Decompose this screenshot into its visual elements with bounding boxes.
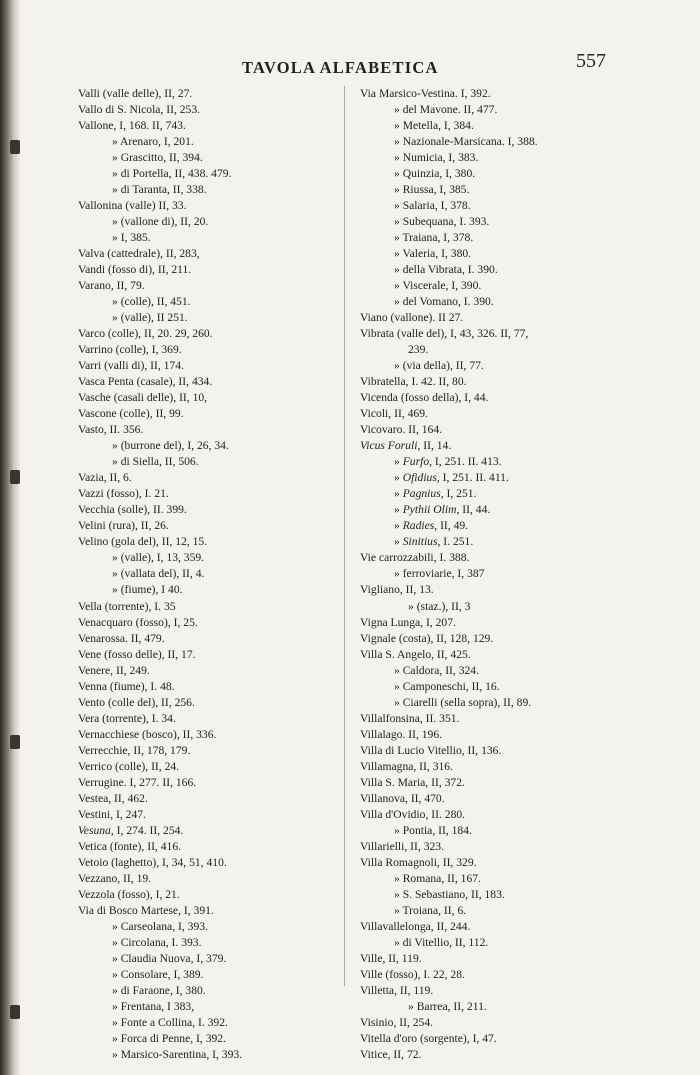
index-entry: Viano (vallone). II 27. [360,311,464,325]
index-entry: » (vallata del), II, 4. [112,567,205,581]
index-entry: Ville, II, 119. [360,951,422,965]
index-entry: Vicovaro. II, 164. [360,423,443,437]
index-entry: » (vallone di), II, 20. [112,215,209,229]
index-entry: » del Mavone. II, 477. [394,103,498,117]
index-entry: » (valle), II 251. [112,311,188,325]
index-entry: Venna (fiume), I. 48. [78,679,175,693]
index-entry: Vallonina (valle) II, 33. [78,199,187,213]
index-entry: Villavallelonga, II, 244. [360,919,471,933]
page-header [0,48,700,78]
index-entry: Villalfonsina, II. 351. [360,711,460,725]
index-entry: Vera (torrente), I. 34. [78,711,176,725]
index-entry: » Forca di Penne, I, 392. [112,1031,226,1045]
index-entry: Varco (colle), II, 20. 29, 260. [78,327,213,341]
index-entry: Vella (torrente), I. 35 [78,599,176,613]
index-entry: Varri (valli di), II, 174. [78,359,184,373]
index-entry: » ferroviarie, I, 387 [394,567,485,581]
index-entry: » Frentana, I 383, [112,999,195,1013]
index-entry: » Consolare, I, 389. [112,967,204,981]
index-entry: » S. Sebastiano, II, 183. [394,887,505,901]
index-entry: » Fonte a Collina, I. 392. [112,1015,228,1029]
index-entry: Ville (fosso), I. 22, 28. [360,967,465,981]
index-entry: » I, 385. [112,231,151,245]
index-entry: Vitella d'oro (sorgente), I, 47. [360,1031,497,1045]
index-entry: » di Portella, II, 438. 479. [112,167,232,181]
index-entry: Venarossa. II, 479. [78,631,165,645]
index-entry: » Grascitto, II, 394. [112,151,203,165]
index-entry: Valli (valle delle), II, 27. [78,87,193,100]
index-entry: » Carseolana, I, 393. [112,919,208,933]
index-entry: » Subequana, I. 393. [394,215,490,229]
index-entry: Via di Bosco Martese, I, 391. [78,903,214,917]
binding-stitch [10,470,20,484]
index-entry: Via Marsico-Vestina. I, 392. [360,87,491,100]
index-entry: Vazia, II, 6. [78,471,132,485]
index-entry: Vibrata (valle del), I, 43, 326. II, 77, [360,327,529,341]
index-entry: Vitice, II, 72. [360,1047,422,1061]
index-entry: » Quinzia, I, 380. [394,167,476,181]
index-entry: Villa d'Ovidio, II. 280. [360,807,466,821]
index-entry: Vestini, I, 247. [78,807,146,821]
index-entry: Vigna Lunga, I, 207. [360,615,456,629]
index-entry: Vasche (casali delle), II, 10, [78,391,208,405]
index-entry: » (via della), II, 77. [394,359,484,373]
index-entry: » di Siella, II, 506. [112,455,199,469]
page-number: 557 [576,50,606,72]
index-entry: » Marsico-Sarentina, I, 393. [112,1047,243,1061]
index-entry: Vicoli, II, 469. [360,407,428,421]
index-entry: » Ofidius, I, 251. II. 411. [394,471,509,485]
index-entry: » Valeria, I, 380. [394,247,472,261]
index-entry: » Arenaro, I, 201. [112,135,194,149]
index-entry: Vasto, II. 356. [78,423,144,437]
index-entry: » Pagnius, I, 251. [394,487,477,501]
index-entry: Vene (fosso delle), II, 17. [78,647,196,661]
index-entry: » (valle), I, 13, 359. [112,551,205,565]
index-entry: Villa S. Maria, II, 372. [360,775,465,789]
index-entry: Vibratella, I. 42. II, 80. [360,375,467,389]
index-entry: » di Faraone, I, 380. [112,983,206,997]
index-column-left [78,86,340,1063]
index-entry: » della Vibrata, I. 390. [394,263,498,277]
column-divider [344,86,345,986]
index-entry: Venere, II, 249. [78,663,150,677]
index-entry: Villa di Lucio Vitellio, II, 136. [360,743,502,757]
index-entry: Villanova, II, 470. [360,791,445,805]
index-entry: » Camponeschi, II, 16. [394,679,500,693]
index-entry: Vandi (fosso di), II, 211. [78,263,192,277]
index-entry: » Barrea, II, 211. [408,999,487,1013]
index-entry: » (burrone del), I, 26, 34. [112,439,229,453]
page-title: TAVOLA ALFABETICA [242,58,439,77]
index-entry: Villarielli, II, 323. [360,839,444,853]
index-entry: » di Vitellio, II, 112. [394,935,489,949]
index-entry: Vicenda (fosso della), I, 44. [360,391,489,405]
index-entry: » Ciarelli (sella sopra), II, 89. [394,695,532,709]
index-entry: Vigliano, II, 13. [360,583,434,597]
index-entry: » Troiana, II, 6. [394,903,467,917]
index-entry: Verrecchie, II, 178, 179. [78,743,191,757]
index-entry: Vesuna, I, 274. II, 254. [78,823,184,837]
index-entry: Vasca Penta (casale), II, 434. [78,375,213,389]
index-entry: Vascone (colle), II, 99. [78,407,184,421]
index-entry: » Romana, II, 167. [394,871,481,885]
index-entry: » Nazionale-Marsicana. I, 388. [394,135,538,149]
index-entry: » (fiume), I 40. [112,583,183,597]
index-entry: » Pontia, II, 184. [394,823,472,837]
index-entry: » di Taranta, II, 338. [112,183,207,197]
index-entry: Vernacchiese (bosco), II, 336. [78,727,217,741]
index-entry: Villetta, II, 119. [360,983,434,997]
index-entry: Verrico (colle), II, 24. [78,759,180,773]
index-entry: » Claudia Nuova, I, 379. [112,951,227,965]
index-entry: Visinio, II, 254. [360,1015,434,1029]
index-entry: » Pythii Olim, II, 44. [394,503,491,517]
index-entry: Vetoio (laghetto), I, 34, 51, 410. [78,855,227,869]
index-entry: Velini (rura), II, 26. [78,519,169,533]
index-entry: Vezzola (fosso), I, 21. [78,887,180,901]
index-entry: Villa S. Angelo, II, 425. [360,647,471,661]
index-entry: Vestea, II, 462. [78,791,148,805]
index-entry: Valva (cattedrale), II, 283, [78,247,200,261]
index-entry: » Radies, II, 49. [394,519,469,533]
index-column-right [360,86,660,1063]
index-entry: 239. [408,343,429,357]
index-entry: » del Vomano, I. 390. [394,295,494,309]
binding-stitch [10,735,20,749]
index-entry: Varrino (colle), I, 369. [78,343,182,357]
index-entry: Vetica (fonte), II, 416. [78,839,182,853]
index-entry: » Furfo, I, 251. II. 413. [394,455,502,469]
index-entry: Vie carrozzabili, I. 388. [360,551,470,565]
index-entry: » Riussa, I, 385. [394,183,470,197]
index-entry: Villa Romagnoli, II, 329. [360,855,477,869]
index-entry: Varano, II, 79. [78,279,145,293]
binding-stitch [10,140,20,154]
index-entry: Vecchia (solle), II. 399. [78,503,187,517]
index-entry: Vallone, I, 168. II, 743. [78,119,186,133]
index-entry: Verrugine. I, 277. II, 166. [78,775,197,789]
binding-stitch [10,1005,20,1019]
index-entry: Vallo di S. Nicola, II, 253. [78,103,201,117]
index-entry: » Viscerale, I, 390. [394,279,482,293]
index-entry: » Salaria, I, 378. [394,199,471,213]
index-entry: Vicus Foruli, II, 14. [360,439,452,453]
index-entry: » Sinitius, I. 251. [394,535,474,549]
book-binding [0,0,20,1075]
index-entry: » Traiana, I, 378. [394,231,474,245]
index-entry: » (staz.), II, 3 [408,599,471,613]
index-entry: Venacquaro (fosso), I, 25. [78,615,198,629]
index-entry: » Numicia, I, 383. [394,151,479,165]
index-entry: Vento (colle del), II, 256. [78,695,195,709]
index-entry: Vazzi (fosso), I. 21. [78,487,169,501]
index-entry: » Caldora, II, 324. [394,663,480,677]
index-entry: » Circolana, I. 393. [112,935,202,949]
index-entry: Villamagna, II, 316. [360,759,453,773]
index-entry: » (colle), II, 451. [112,295,191,309]
index-entry: Vignale (costa), II, 128, 129. [360,631,494,645]
index-entry: » Metella, I, 384. [394,119,474,133]
index-entry: Villalago. II, 196. [360,727,443,741]
index-entry: Vezzano, II, 19. [78,871,152,885]
index-entry: Velino (gola del), II, 12, 15. [78,535,208,549]
